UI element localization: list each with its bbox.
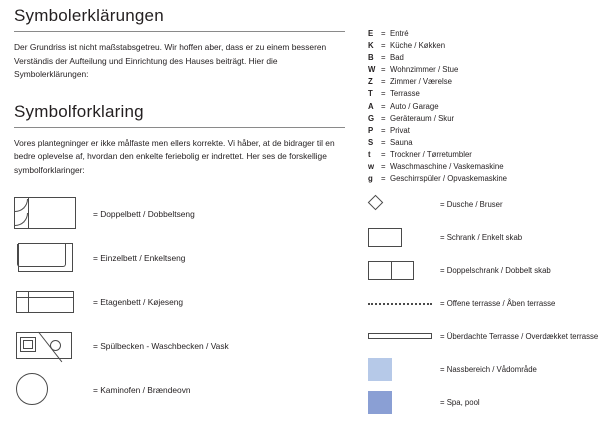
legend-item-wet-area <box>368 353 594 386</box>
abbreviation-equals: = <box>381 41 386 51</box>
abbreviation-key: K <box>368 41 374 51</box>
single-bed-icon <box>14 241 80 275</box>
abbreviation-row <box>368 64 594 76</box>
left-column <box>14 0 354 412</box>
intro-paragraph-dk: Vores plantegninger er ikke målfaste men ellers korrekte. Vi håber, at de bidrager til en bedre oplevelse af, hvordan den enkelte feriebolig er indrettet. Her ses de forskellige symbolforklaringer: <box>14 137 335 176</box>
legend-label: = Spa, pool <box>440 398 480 407</box>
legend-item-double-wardrobe <box>368 254 594 287</box>
abbreviation-key: E <box>368 29 374 38</box>
abbreviation-equals: = <box>381 101 386 111</box>
title-divider-dk <box>14 127 345 128</box>
page-title-de: Symbolerklärungen <box>14 6 164 25</box>
legend-item-fireplace <box>14 368 354 412</box>
abbreviation-value: Auto / Garage <box>390 101 439 111</box>
abbreviation-key: S <box>368 137 374 147</box>
legend-label: = Etagenbett / Køjeseng <box>93 296 184 307</box>
legend-label: = Dusche / Bruser <box>440 200 503 209</box>
sink-icon <box>14 329 80 363</box>
wet-area-swatch-icon <box>368 357 440 383</box>
legend-label: = Doppelbett / Dobbeltseng <box>93 208 195 219</box>
legend-item-open-terrace <box>368 287 594 320</box>
abbreviation-key: w <box>368 162 375 172</box>
abbreviation-list <box>368 28 594 185</box>
abbreviation-row <box>368 125 594 137</box>
abbreviation-equals: = <box>381 125 386 135</box>
bunk-bed-icon <box>14 285 80 319</box>
legend-label: = Schrank / Enkelt skab <box>440 233 523 242</box>
double-bed-icon <box>14 197 80 231</box>
abbreviation-value: Terrasse <box>390 89 420 99</box>
covered-terrace-icon <box>368 324 440 350</box>
abbreviation-key: B <box>368 53 374 63</box>
intro-paragraph-de: Der Grundriss ist nicht maßstabsgetreu. Wir hoffen aber, dass er zu einem besseren Verständis der Aufteilung und Einrichtung des Hauses beiträgt. Hier die Symbolerklärungen: <box>14 42 327 80</box>
abbreviation-value: Entré <box>390 29 409 38</box>
legend-item-double-bed <box>14 192 354 236</box>
abbreviation-value: Wohnzimmer / Stue <box>390 65 459 75</box>
legend-label: = Doppelschrank / Dobbelt skab <box>440 266 551 275</box>
abbreviation-row <box>368 28 594 40</box>
abbreviation-equals: = <box>381 53 386 63</box>
abbreviation-key: T <box>368 89 373 99</box>
abbreviation-row <box>368 76 594 88</box>
open-terrace-icon <box>368 291 440 317</box>
abbreviation-key: A <box>368 101 374 111</box>
legend-item-covered-terrace <box>368 320 599 353</box>
abbreviation-value: Sauna <box>390 137 413 147</box>
diamond-shower-icon <box>368 192 440 218</box>
wardrobe-icon <box>368 225 440 251</box>
legend-item-bunk-bed <box>14 280 354 324</box>
right-symbol-list <box>368 188 599 419</box>
abbreviation-row <box>368 137 594 149</box>
abbreviation-row <box>368 101 594 113</box>
abbreviation-row <box>368 88 594 100</box>
left-symbol-list <box>14 192 354 412</box>
abbreviation-value: Geschirrspüler / Opvaskemaskine <box>390 174 507 184</box>
abbreviation-equals: = <box>381 29 386 38</box>
abbreviation-value: Bad <box>390 53 404 63</box>
page-title-dk: Symbolforklaring <box>14 101 144 121</box>
double-wardrobe-icon <box>368 258 440 284</box>
abbreviation-row <box>368 149 594 161</box>
abbreviation-equals: = <box>381 162 386 172</box>
legend-item-single-bed <box>14 236 354 280</box>
spa-pool-swatch-icon <box>368 390 440 416</box>
abbreviation-row <box>368 40 594 52</box>
abbreviation-equals: = <box>381 137 386 147</box>
abbreviation-value: Geräteraum / Skur <box>390 113 455 123</box>
title-divider <box>14 31 345 32</box>
legend-label: = Offene terrasse / Åben terrasse <box>440 299 556 308</box>
abbreviation-equals: = <box>381 77 386 87</box>
abbreviation-value: Waschmaschine / Vaskemaskine <box>390 162 504 172</box>
abbreviation-row <box>368 113 594 125</box>
abbreviation-equals: = <box>381 149 386 159</box>
legend-label: = Nassbereich / Vådområde <box>440 365 537 374</box>
abbreviation-row <box>368 173 594 185</box>
abbreviation-key: t <box>368 149 371 159</box>
abbreviation-equals: = <box>381 65 386 75</box>
fireplace-icon <box>14 373 80 407</box>
abbreviation-row <box>368 52 594 64</box>
abbreviation-value: Zimmer / Værelse <box>390 77 452 87</box>
abbreviation-value: Küche / Køkken <box>390 41 446 51</box>
abbreviation-key: P <box>368 125 374 135</box>
legend-item-spa-pool <box>368 386 594 419</box>
legend-label: = Überdachte Terrasse / Overdækket terrasse <box>440 332 599 341</box>
legend-label: = Einzelbett / Enkeltseng <box>93 252 186 263</box>
abbreviation-value: Trockner / Tørretumbler <box>390 149 472 159</box>
abbreviation-equals: = <box>381 113 386 123</box>
legend-item-shower <box>368 188 594 221</box>
abbreviation-key: G <box>368 113 375 123</box>
legend-label: = Kaminofen / Brændeovn <box>93 384 191 395</box>
legend-item-wardrobe <box>368 221 594 254</box>
abbreviation-key: W <box>368 65 376 75</box>
abbreviation-key: Z <box>368 77 373 87</box>
abbreviation-equals: = <box>381 174 386 184</box>
abbreviation-row <box>368 161 594 173</box>
abbreviation-equals: = <box>381 89 386 99</box>
legend-item-sink <box>14 324 354 368</box>
abbreviation-value: Privat <box>390 125 410 135</box>
abbreviation-key: g <box>368 174 373 184</box>
legend-label: = Spülbecken - Waschbecken / Vask <box>93 340 229 351</box>
